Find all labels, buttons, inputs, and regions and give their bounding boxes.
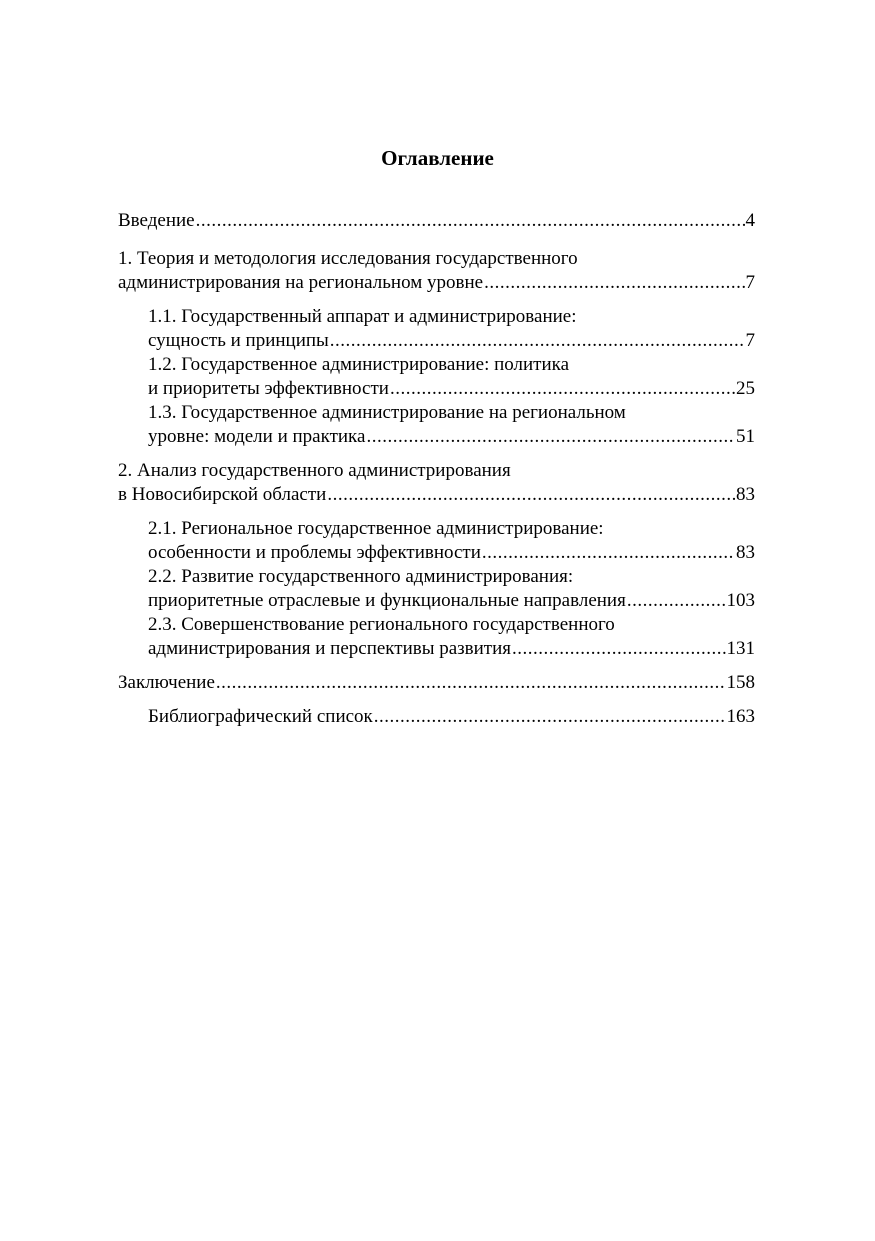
toc-entry-section-2-3[interactable] [148, 613, 755, 661]
toc-page-number: 131 [726, 638, 755, 659]
toc-page-number: 25 [736, 378, 755, 399]
toc-entry-section-1-3[interactable] [148, 401, 755, 449]
table-of-contents [118, 209, 755, 729]
dot-leader [390, 377, 735, 401]
toc-entry-label: в Новосибирской области [118, 484, 327, 505]
dot-leader [482, 541, 735, 565]
toc-page-number: 163 [726, 706, 755, 727]
toc-entry-label: 2. Анализ государственного администрирования [118, 460, 511, 481]
toc-entry-bibliography[interactable] [148, 705, 755, 729]
toc-entry-label: администрирования на региональном уровне [118, 272, 484, 293]
toc-entry-label: уровне: модели и практика [148, 426, 366, 447]
dot-leader [484, 271, 744, 295]
toc-page-number: 103 [726, 590, 755, 611]
toc-page-number: 158 [726, 672, 755, 693]
dot-leader [374, 705, 726, 729]
toc-entry-label: 1. Теория и методология исследования государственного [118, 248, 578, 269]
dot-leader [330, 329, 745, 353]
toc-entry-label: Введение [118, 210, 195, 231]
toc-entry-chapter-1[interactable] [118, 247, 755, 295]
toc-page-number: 83 [736, 484, 755, 505]
toc-entry-section-2-2[interactable] [148, 565, 755, 613]
dot-leader [327, 483, 735, 507]
toc-entry-label: 2.1. Региональное государственное администрирование: [148, 518, 604, 539]
toc-page-number: 4 [745, 210, 755, 231]
toc-page-number: 83 [736, 542, 755, 563]
toc-entry-section-1-1[interactable] [148, 305, 755, 353]
dot-leader [512, 637, 725, 661]
toc-entry-conclusion[interactable] [118, 671, 755, 695]
toc-entry-section-1-2[interactable] [148, 353, 755, 401]
toc-entry-label: Заключение [118, 672, 215, 693]
toc-entry-label: 2.3. Совершенствование регионального государственного [148, 614, 615, 635]
dot-leader [196, 209, 745, 233]
toc-page-number: 51 [736, 426, 755, 447]
toc-entry-introduction[interactable] [118, 209, 755, 233]
toc-entry-section-2-1[interactable] [148, 517, 755, 565]
dot-leader [216, 671, 726, 695]
toc-entry-label: особенности и проблемы эффективности [148, 542, 481, 563]
toc-page-number: 7 [745, 272, 755, 293]
toc-entry-label: Библиографический список [148, 706, 373, 727]
dot-leader [627, 589, 726, 613]
toc-entry-label: 1.2. Государственное администрирование: политика [148, 354, 570, 375]
toc-entry-label: сущность и принципы [148, 330, 329, 351]
toc-entry-chapter-2[interactable] [118, 459, 755, 507]
toc-entry-label: приоритетные отраслевые и функциональные направления [148, 590, 626, 611]
toc-entry-label: 2.2. Развитие государственного администрирования: [148, 566, 574, 587]
toc-entry-label: администрирования и перспективы развития [148, 638, 512, 659]
toc-title: Оглавление [381, 146, 494, 170]
toc-page-number: 7 [745, 330, 755, 351]
toc-entry-label: 1.1. Государственный аппарат и администрирование: [148, 306, 577, 327]
toc-entry-label: и приоритеты эффективности [148, 378, 389, 399]
toc-entry-label: 1.3. Государственное администрирование на региональном [148, 402, 626, 423]
dot-leader [366, 425, 735, 449]
